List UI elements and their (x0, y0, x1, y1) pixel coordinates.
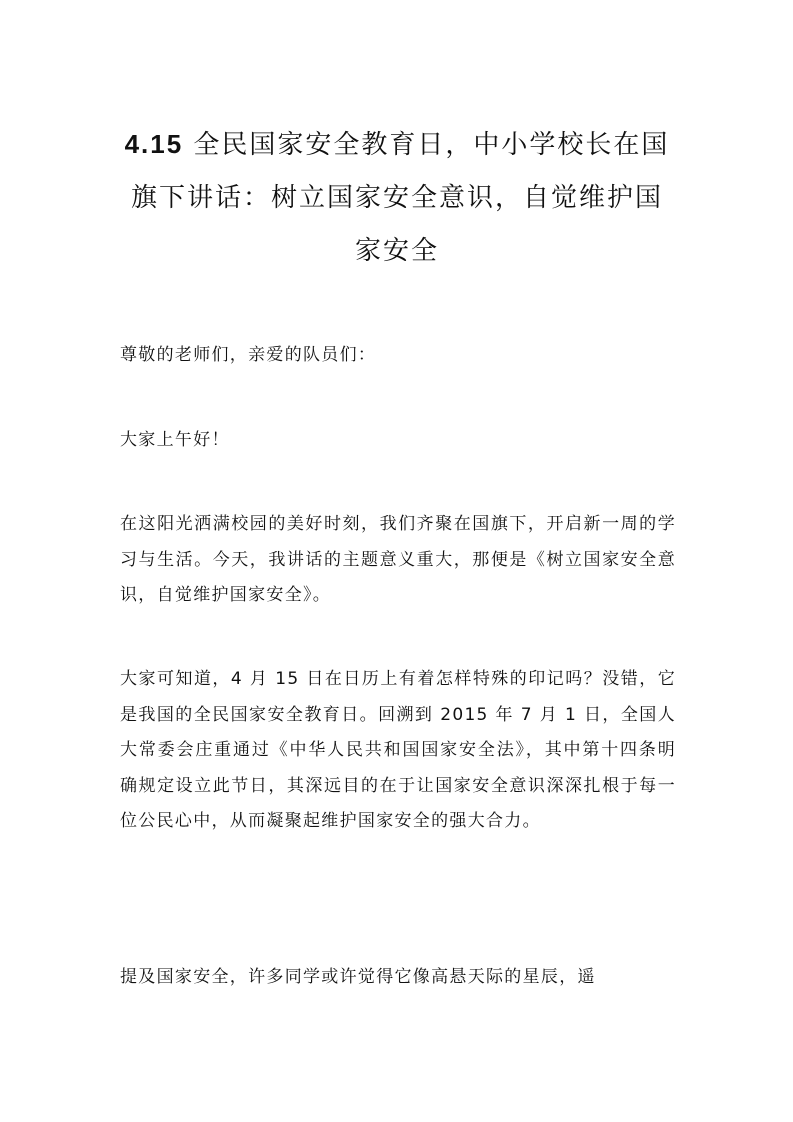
document-title (118, 118, 676, 278)
salutation-paragraph: 尊敬的老师们，亲爱的队员们： (120, 345, 377, 365)
intro-paragraph: 在这阳光洒满校园的美好时刻，我们齐聚在国旗下，开启新一周的学习与生活。今天，我讲话的主题意义重大，那便是《树立国家安全意识，自觉维护国家安全》。 (120, 514, 676, 606)
title-text: 全民国家安全教育日，中小学校长在国旗下讲话：树立国家安全意识，自觉维护国家安全 (130, 130, 670, 266)
continuation-paragraph: 提及国家安全，许多同学或许觉得它像高悬天际的星辰，遥 (120, 967, 596, 987)
history-paragraph: 大家可知道，4 月 15 日在日历上有着怎样特殊的印记吗？没错，它是我国的全民国家安全教育日。回溯到 2015 年 7 月 1 日，全国人大常委会庄重通过《中华人民共和国国家安全法》，其中第十四条明确规定设立此节日，其深远目的在于让国家安全意识深深扎根于每一位公民心中，从而凝聚起维护国家安全的强大合力。 (120, 669, 676, 832)
greeting-paragraph: 大家上午好！ (120, 430, 230, 450)
title-date: 4.15 (124, 129, 184, 159)
